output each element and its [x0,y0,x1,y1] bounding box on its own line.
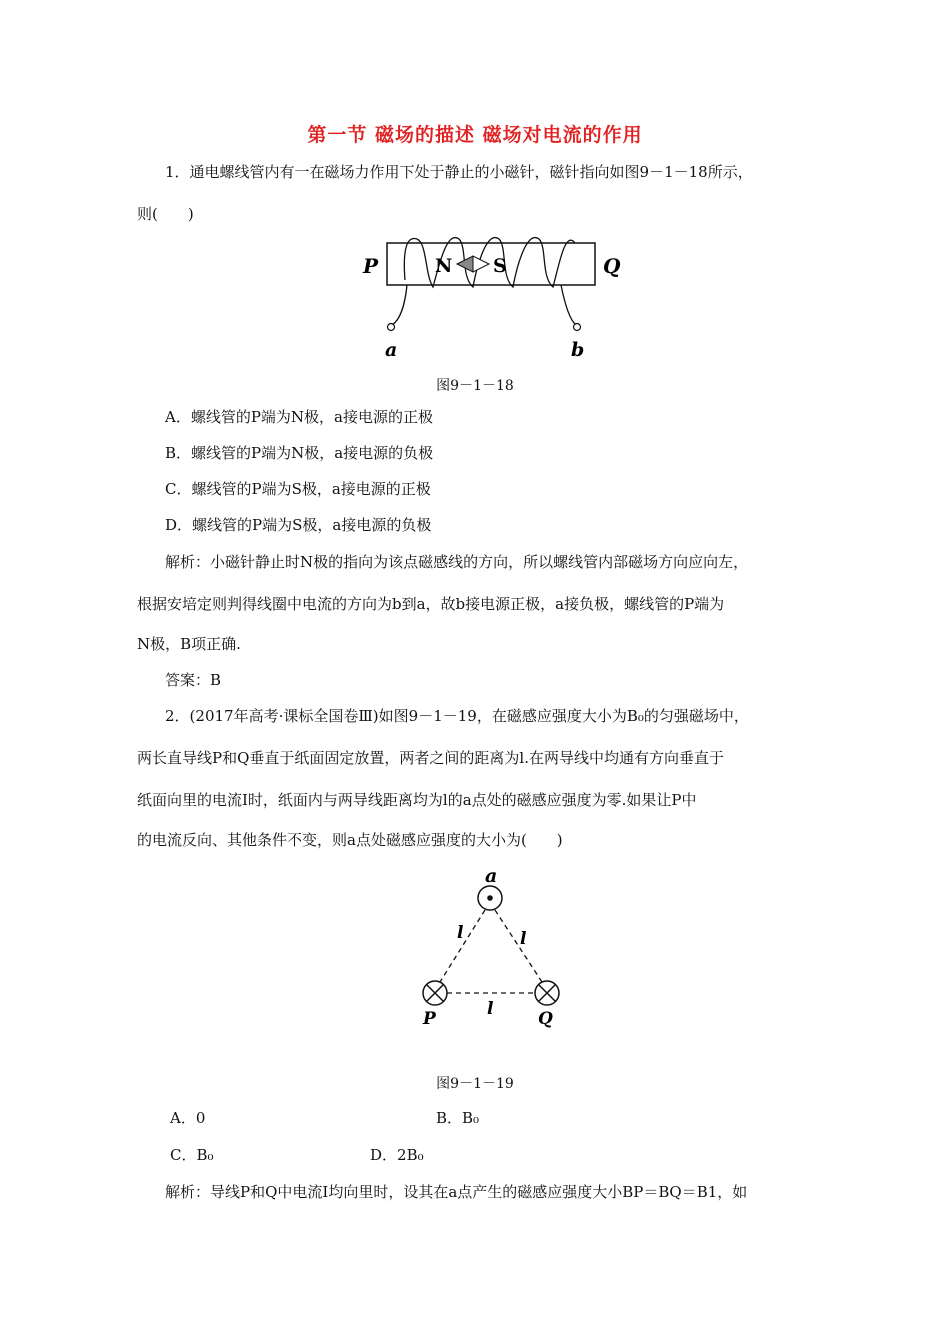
q1-option-c: C．螺线管的P端为S极，a接电源的正极 [165,480,431,498]
figure-caption-1: 图9－1－18 [436,378,514,394]
label-s: S [493,255,507,277]
q1-answer: 答案：B [165,671,222,689]
q1-stem-line1: 1．通电螺线管内有一在磁场力作用下处于静止的小磁针，磁针指向如图9－1－18所示， [165,163,753,181]
label-n: N [435,255,453,277]
lead-a [392,285,407,325]
figure-caption-2: 图9－1－19 [436,1076,514,1092]
q1-analysis-line3: N极，B项正确. [137,635,241,653]
label-l-bottom: l [487,999,494,1019]
q2-option-b: B．B₀ [436,1109,480,1127]
q1-option-a: A．螺线管的P端为N极，a接电源的正极 [165,408,433,426]
label-l-right: l [520,929,527,949]
label-b: b [571,339,585,361]
terminal-b [574,324,581,331]
label-q: Q [538,1009,553,1029]
label-p: P [363,254,379,278]
dashed-right-side [495,910,542,982]
solenoid-coil [404,238,575,287]
q2-option-a: A．0 [170,1109,206,1127]
point-a-dot [487,895,493,901]
wires-figure [405,862,575,1032]
q2-stem-line3: 纸面向里的电流I时，纸面内与两导线距离均为l的a点处的磁感应强度为零.如果让P中 [137,791,697,809]
label-q: Q [603,254,621,278]
solenoid-figure [355,225,635,365]
needle-south-half [473,256,489,272]
label-a: a [485,865,498,887]
q2-option-d: D．2B₀ [370,1146,424,1164]
label-a: a [385,339,398,361]
q2-analysis-line1: 解析：导线P和Q中电流I均向里时，设其在a点产生的磁感应强度大小BP＝BQ＝B1，如 [165,1183,748,1201]
dashed-left-side [440,910,485,982]
q1-analysis-line2: 根据安培定则判得线圈中电流的方向为b到a，故b接电源正极，a接负极，螺线管的P端为 [137,595,725,613]
page-title: 第一节 磁场的描述 磁场对电流的作用 [307,124,643,146]
q1-option-b: B．螺线管的P端为N极，a接电源的负极 [165,444,434,462]
label-l-left: l [457,923,464,943]
wire-q-cross-icon [535,981,559,1005]
q1-option-d: D．螺线管的P端为S极，a接电源的负极 [165,516,432,534]
q2-stem-line4: 的电流反向、其他条件不变，则a点处磁感应强度的大小为( ) [137,831,563,849]
wire-p-cross-icon [423,981,447,1005]
q1-stem-line2: 则( ) [137,205,194,223]
q2-stem-line2: 两长直导线P和Q垂直于纸面固定放置，两者之间的距离为l.在两导线中均通有方向垂直于 [137,749,724,767]
q2-option-c: C．B₀ [170,1146,214,1164]
terminal-a [388,324,395,331]
label-p: P [423,1009,436,1029]
q1-analysis-line1: 解析：小磁针静止时N极的指向为该点磁感线的方向，所以螺线管内部磁场方向应向左， [165,553,749,571]
q2-stem-line1: 2．(2017年高考·课标全国卷Ⅲ)如图9－1－19，在磁感应强度大小为B₀的匀强磁场中， [165,707,749,725]
lead-b [561,285,576,325]
